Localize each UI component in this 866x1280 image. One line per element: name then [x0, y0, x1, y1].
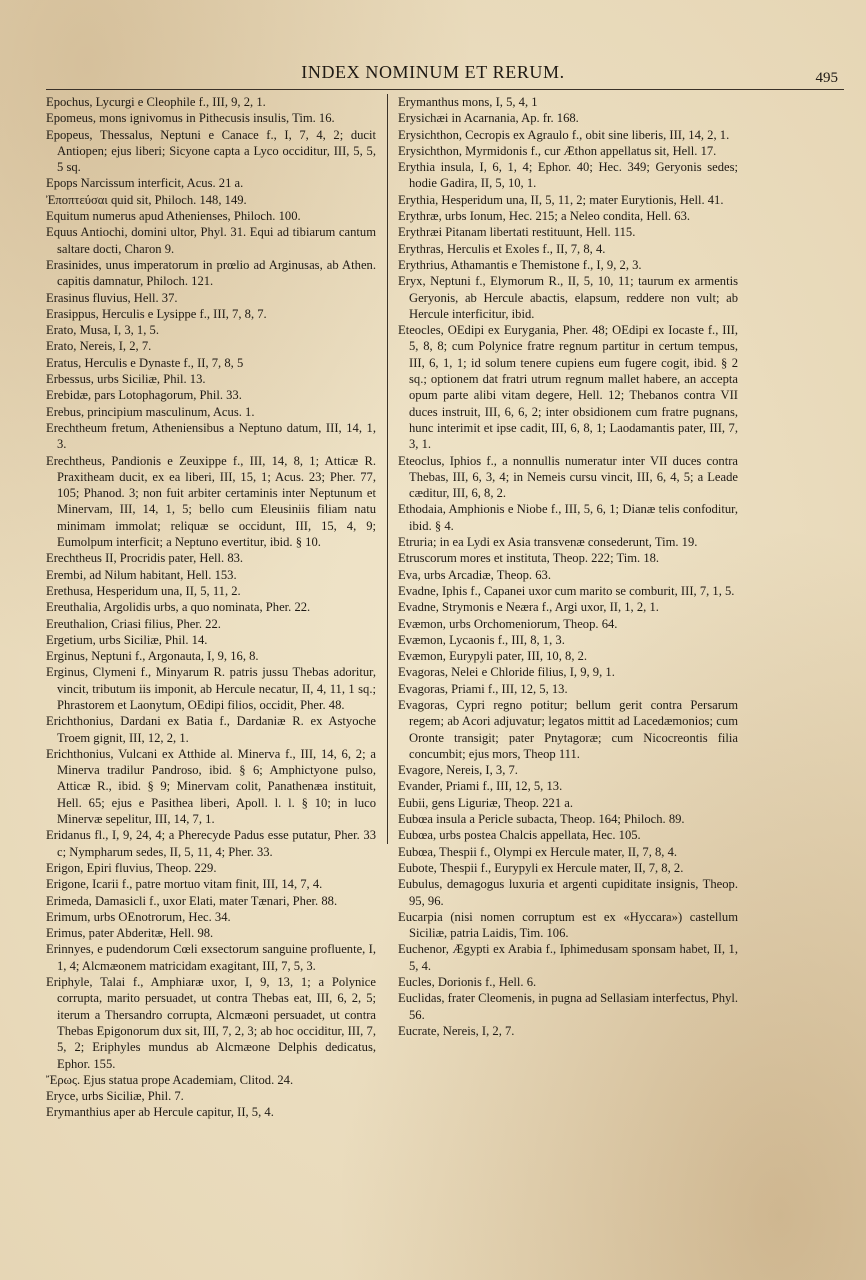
- index-entry: Erythras, Herculis et Exoles f., II, 7, 8, 4.: [398, 241, 606, 256]
- index-entry: Evander, Priami f., III, 12, 5, 13.: [398, 779, 563, 794]
- index-entry: Evæmon, Eurypyli pater, III, 10, 8, 2.: [398, 649, 588, 664]
- index-entry: Ἐποπτεύσαι quid sit, Philoch. 148, 149.: [46, 192, 247, 207]
- index-entry: Equus Antiochi, domini ultor, Phyl. 31. Equi ad tibiarum cantum saltare docti, Charon 9.: [46, 225, 376, 256]
- index-entry: Epops Narcissum interficit, Acus. 21 a.: [46, 176, 244, 191]
- index-entry: Eratus, Herculis e Dynaste f., II, 7, 8, 5: [46, 355, 244, 370]
- index-entry: Erato, Musa, I, 3, 1, 5.: [46, 323, 159, 338]
- index-entry: Eubœa, Thespii f., Olympi ex Hercule mater, II, 7, 8, 4.: [398, 844, 678, 859]
- index-entry: Evagore, Nereis, I, 3, 7.: [398, 763, 518, 778]
- index-entry: Euclidas, frater Cleomenis, in pugna ad Sellasiam interfectus, Phyl. 56.: [398, 991, 738, 1022]
- index-entry: Eteocles, OEdipi ex Eurygania, Pher. 48; OEdipi ex Iocaste f., III, 5, 8, 8; cum Polynice fratre regnum partitur in certum tempus, III, 6, 1, 1; id solum tenere cupiens eum fugere cogit, ibid. § 2 sq.; optionem dat fratri utrum regnum mallet habere, an accepta opum parte alibi vitam degere, Hell. 12; Thebanos contra VII duces instruit, III, 6, 6, 2; inter obsidionem cum fratre pugnans, hunc interimit et ipse cadit, III, 6, 8, 1; Laodamantis pater, III, 7, 3, 1.: [398, 323, 738, 452]
- right-column: [398, 94, 738, 1039]
- index-entry: Ἔρως. Ejus statua prope Academiam, Clitod. 24.: [46, 1072, 294, 1087]
- index-entry: Erimus, pater Abderitæ, Hell. 98.: [46, 926, 214, 941]
- index-entry: Evæmon, Lycaonis f., III, 8, 1, 3.: [398, 632, 565, 647]
- index-entry: Ereuthalia, Argolidis urbs, a quo nominata, Pher. 22.: [46, 600, 311, 615]
- index-entry: Ethodaia, Amphionis e Niobe f., III, 5, 6, 1; Dianæ telis confoditur, ibid. § 4.: [398, 502, 738, 533]
- index-entry: Evadne, Strymonis e Neæra f., Argi uxor, II, 1, 2, 1.: [398, 600, 659, 615]
- index-entry: Erinnyes, e pudendorum Cœli exsectorum sanguine profluente, I, 1, 4; Alcmæonem matricidam exagitant, III, 7, 5, 3.: [46, 942, 376, 973]
- index-entry: Erechtheus, Pandionis e Zeuxippe f., III, 14, 8, 1; Atticæ R. Praxitheam ducit, ex ea liberi, III, 15, 1; Acus. 23; Pher. 77, 105; Phanod. 3; non fuit arbiter certaminis inter Neptunum et Minervam, III, 14, 1, 5; bello cum Eleusiniis filiam natu minimam immolat; reliquæ se occidunt, III, 15, 4, 9; Eumolpum interficit; a Neptuno evertitur, ibid. § 10.: [46, 453, 376, 550]
- index-entry: Evadne, Iphis f., Capanei uxor cum marito se comburit, III, 7, 1, 5.: [398, 583, 735, 598]
- index-entry: Erigone, Icarii f., patre mortuo vitam finit, III, 14, 7, 4.: [46, 877, 323, 892]
- index-entry: Erethusa, Hesperidum una, II, 5, 11, 2.: [46, 583, 241, 598]
- column-divider: [387, 94, 388, 844]
- index-entry: Euchenor, Ægypti ex Arabia f., Iphimedusam sponsam habet, II, 1, 5, 4.: [398, 942, 738, 973]
- index-entry: Erysichthon, Myrmidonis f., cur Æthon appellatus sit, Hell. 17.: [398, 143, 717, 158]
- index-entry: Eubœa insula a Pericle subacta, Theop. 164; Philoch. 89.: [398, 812, 685, 827]
- index-entry: Erymanthius aper ab Hercule capitur, II, 5, 4.: [46, 1105, 274, 1120]
- index-entry: Erasippus, Herculis e Lysippe f., III, 7, 8, 7.: [46, 306, 267, 321]
- index-entry: Ergetium, urbs Siciliæ, Phil. 14.: [46, 632, 208, 647]
- index-entry: Erimeda, Damasicli f., uxor Elati, mater Tænari, Pher. 88.: [46, 893, 338, 908]
- index-entry: Erebus, principium masculinum, Acus. 1.: [46, 404, 255, 419]
- index-entry: Evagoras, Priami f., III, 12, 5, 13.: [398, 681, 568, 696]
- index-entry: Erembi, ad Nilum habitant, Hell. 153.: [46, 567, 237, 582]
- index-entry: Erechtheus II, Procridis pater, Hell. 83.: [46, 551, 244, 566]
- index-entry: Erbessus, urbs Siciliæ, Phil. 13.: [46, 372, 206, 387]
- index-entry: Ereuthalion, Criasi filius, Pher. 22.: [46, 616, 221, 631]
- index-entry: Eucarpia (nisi nomen corruptum est ex «Hyccara») castellum Siciliæ, patria Laidis, Tim. 106.: [398, 909, 738, 941]
- index-entry: Evagoras, Cypri regno potitur; bellum gerit contra Persarum regem; ab Acori adjuvatur; legatos mittit ad Lacedæmonios; cum Oronte transigit; pater Pnytagoræ; cum Nicocreontis filia concumbit; ejus mors, Theop 111.: [398, 697, 738, 761]
- index-entry: Erymanthus mons, I, 5, 4, 1: [398, 95, 538, 109]
- index-entry: Eucles, Dorionis f., Hell. 6.: [398, 975, 537, 990]
- page-header: [0, 62, 866, 86]
- index-entry: Erysichæi in Acarnania, Ap. fr. 168.: [398, 111, 579, 126]
- index-entry: Erato, Nereis, I, 2, 7.: [46, 339, 152, 354]
- index-entry: Erebidæ, pars Lotophagorum, Phil. 33.: [46, 388, 242, 403]
- index-entry: Eryce, urbs Siciliæ, Phil. 7.: [46, 1089, 184, 1104]
- index-entry: Erythrius, Athamantis e Themistone f., I, 9, 2, 3.: [398, 257, 642, 272]
- index-entry: Evæmon, urbs Orchomeniorum, Theop. 64.: [398, 616, 618, 631]
- index-entry: Erythræi Pitanam libertati restituunt, Hell. 115.: [398, 225, 636, 240]
- index-entry: Eubii, gens Liguriæ, Theop. 221 a.: [398, 795, 574, 810]
- index-entry: Erginus, Neptuni f., Argonauta, I, 9, 16, 8.: [46, 649, 259, 664]
- index-entry: Eriphyle, Talai f., Amphiaræ uxor, I, 9, 13, 1; a Polynice corrupta, marito persuadet, ut contra Thebas eat, III, 6, 2, 5; iterum a Thersandro corrupta, Alcmæoni persuadet, ut contra Thebas Epigonorum dux sit, III, 7, 2, 3; ab hoc occiditur, III, 7, 5, 2; Eriphyles mundus ab Alcmæone Delphis dedicatus, Ephor. 155.: [46, 975, 376, 1071]
- index-entry: Erythia, Hesperidum una, II, 5, 11, 2; mater Eurytionis, Hell. 41.: [398, 192, 724, 207]
- index-entry: Eva, urbs Arcadiæ, Theop. 63.: [398, 567, 551, 582]
- index-entry: Eucrate, Nereis, I, 2, 7.: [398, 1023, 515, 1038]
- index-entry: Etruria; in ea Lydi ex Asia transvenæ consederunt, Tim. 19.: [398, 535, 698, 550]
- index-entry: Erythræ, urbs Ionum, Hec. 215; a Neleo condita, Hell. 63.: [398, 209, 691, 224]
- index-entry: Erichthonius, Dardani ex Batia f., Dardaniæ R. ex Astyoche Troem gignit, III, 12, 2, 1.: [46, 714, 376, 745]
- index-entry: Erginus, Clymeni f., Minyarum R. patris jussu Thebas adoritur, vincit, tributum iis imponit, ab Hercule necatur, II, 4, 11, 1 sq.; Phrastorem et Laonytum, OEdipi filios, occidit, Pher. 48.: [46, 665, 376, 712]
- page-number: 495: [815, 70, 838, 86]
- index-entry: Erimum, urbs OEnotrorum, Hec. 34.: [46, 909, 231, 924]
- index-entry: Epomeus, mons ignivomus in Pithecusis insulis, Tim. 16.: [46, 111, 335, 126]
- index-entry: Erysichthon, Cecropis ex Agraulo f., obit sine liberis, III, 14, 2, 1.: [398, 127, 730, 142]
- index-entry: Erechtheum fretum, Atheniensibus a Neptuno datum, III, 14, 1, 3.: [46, 420, 376, 452]
- index-entry: Eridanus fl., I, 9, 24, 4; a Pherecyde Padus esse putatur, Pher. 33 c; Nympharum sedes, II, 5, 11, 4; Pher. 33.: [46, 828, 376, 859]
- index-entry: Eryx, Neptuni f., Elymorum R., II, 5, 10, 11; taurum ex armentis Geryonis, ab Hercule abactis, elapsum, reddere non vult; ab Hercule interficitur, ibid.: [398, 274, 738, 321]
- index-entry: Equitum numerus apud Athenienses, Philoch. 100.: [46, 209, 301, 224]
- index-entry: Erythia insula, I, 6, 1, 4; Ephor. 40; Hec. 349; Geryonis sedes; hodie Gadira, II, 5, 10, 1.: [398, 160, 738, 191]
- index-entry: Erigon, Epiri fluvius, Theop. 229.: [46, 860, 217, 875]
- index-entry: Eubulus, demagogus luxuria et argenti cupiditate insignis, Theop. 95, 96.: [398, 877, 738, 908]
- index-entry: Erasinus fluvius, Hell. 37.: [46, 290, 178, 305]
- header-rule: [46, 89, 844, 90]
- index-entry: Eubote, Thespii f., Eurypyli ex Hercule mater, II, 7, 8, 2.: [398, 860, 684, 875]
- index-entry: Erichthonius, Vulcani ex Atthide al. Minerva f., III, 14, 6, 2; a Minerva tradilur Pandroso, ibid. § 6; Amphictyone pulso, Atticæ R., ibid. § 9; Minervam colit, Panathenæa instituit, Hell. 65; ejus e Pasithea liberi, Apoll. l. l. § 10; in luco Minervæ sepelitur, III, 14, 7, 1.: [46, 746, 376, 827]
- left-column: [46, 94, 376, 1121]
- page-title: INDEX NOMINUM ET RERUM.: [301, 62, 565, 82]
- index-entry: Evagoras, Nelei e Chloride filius, I, 9, 9, 1.: [398, 665, 615, 680]
- index-entry: Epochus, Lycurgi e Cleophile f., III, 9, 2, 1.: [46, 95, 266, 109]
- index-entry: Epopeus, Thessalus, Neptuni e Canace f., I, 7, 4, 2; ducit Antiopen; ejus liberi; Sicyone capta a Lyco occiditur, III, 5, 5, 5 sq.: [46, 127, 376, 175]
- index-entry: Etruscorum mores et instituta, Theop. 222; Tim. 18.: [398, 551, 660, 566]
- index-entry: Eteoclus, Iphios f., a nonnullis numeratur inter VII duces contra Thebas, III, 6, 3, 4; in Nemeis cursu vincit, III, 6, 4, 5; a Leade cæditur, III, 6, 8, 2.: [398, 453, 738, 501]
- index-entry: Eubœa, urbs postea Chalcis appellata, Hec. 105.: [398, 828, 641, 843]
- index-entry: Erasinides, unus imperatorum in prœlio ad Arginusas, ab Athen. capitis damnatur, Philoch. 121.: [46, 257, 376, 289]
